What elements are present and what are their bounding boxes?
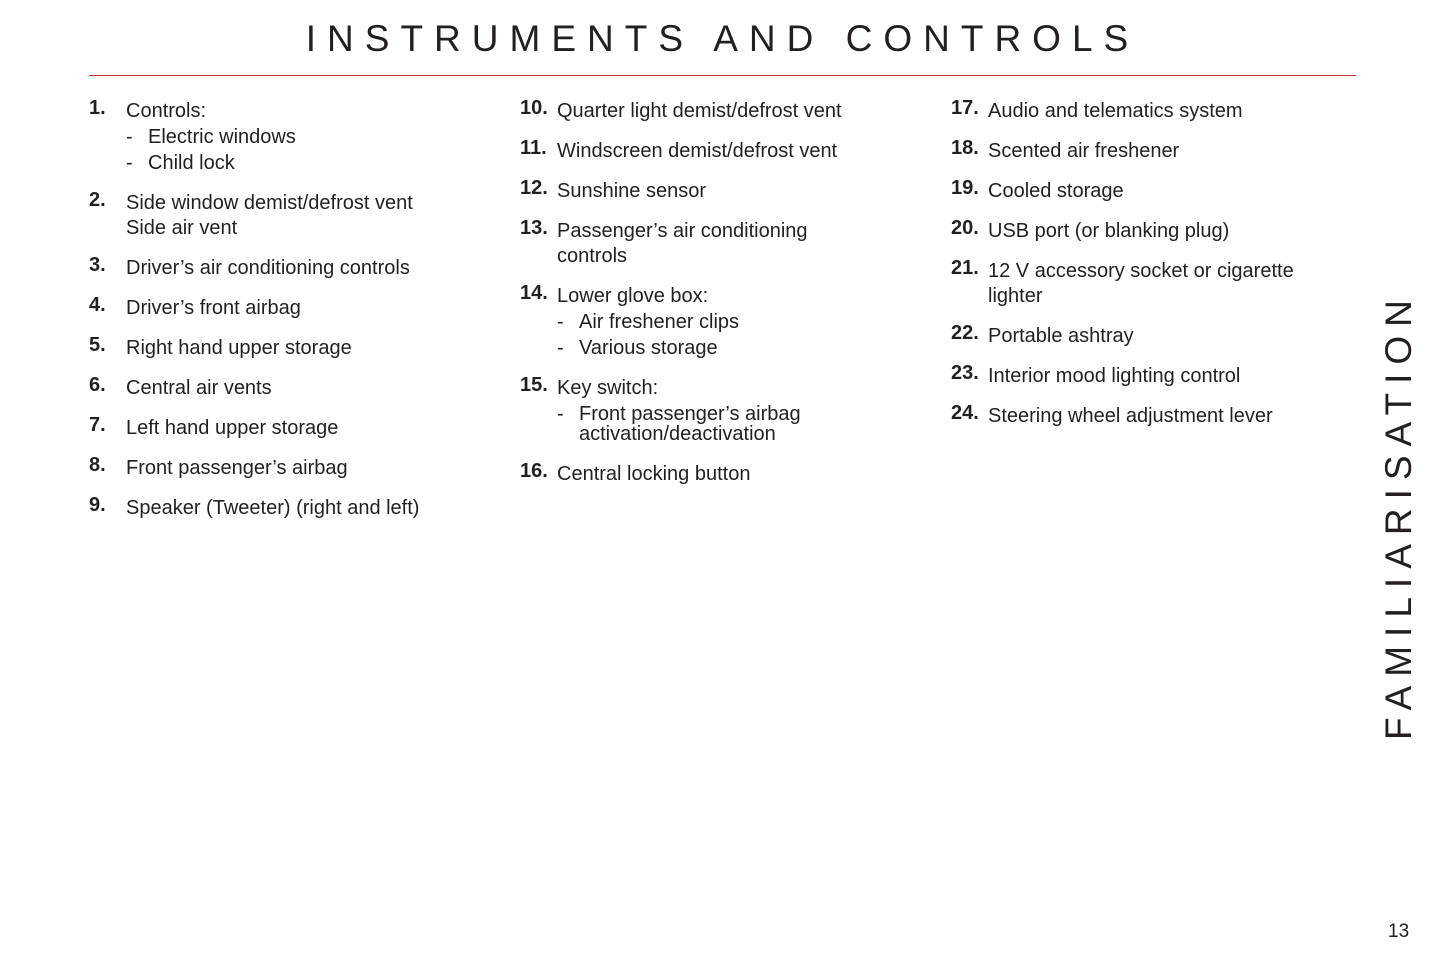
item-body bbox=[557, 283, 940, 358]
item-body bbox=[126, 295, 509, 318]
item-number: 20. bbox=[951, 217, 979, 239]
item-text: Cooled storage bbox=[988, 180, 1124, 202]
list-item bbox=[89, 375, 509, 398]
list-item bbox=[520, 461, 940, 484]
sub-item bbox=[557, 398, 940, 444]
item-number: 8. bbox=[89, 454, 106, 476]
item-body bbox=[126, 190, 509, 238]
item-number: 9. bbox=[89, 494, 106, 516]
sub-item-text: activation/deactivation bbox=[579, 423, 776, 445]
item-body bbox=[557, 218, 940, 266]
item-body bbox=[126, 495, 509, 518]
list-item bbox=[89, 415, 509, 438]
item-text: Central locking button bbox=[557, 463, 751, 485]
item-body bbox=[988, 218, 1361, 241]
list-item bbox=[951, 138, 1361, 161]
list-item bbox=[951, 323, 1361, 346]
item-text: Side air vent bbox=[126, 217, 238, 239]
item-text: USB port (or blanking plug) bbox=[988, 220, 1230, 242]
item-text: Right hand upper storage bbox=[126, 337, 352, 359]
list-item bbox=[520, 98, 940, 121]
item-text: Portable ashtray bbox=[988, 325, 1134, 347]
item-body bbox=[557, 461, 940, 484]
item-text: Side window demist/defrost vent bbox=[126, 192, 413, 214]
item-text: Passenger’s air conditioning bbox=[557, 220, 808, 242]
list-column-1 bbox=[89, 98, 509, 535]
item-number: 18. bbox=[951, 137, 979, 159]
item-text: Scented air freshener bbox=[988, 140, 1180, 162]
list-item bbox=[89, 295, 509, 318]
item-body bbox=[557, 178, 940, 201]
list-item bbox=[520, 283, 940, 358]
item-number: 11. bbox=[520, 137, 547, 159]
item-text: Driver’s air conditioning controls bbox=[126, 257, 410, 279]
dash-bullet: - bbox=[126, 152, 133, 174]
item-text: Lower glove box: bbox=[557, 285, 709, 307]
item-body bbox=[557, 138, 940, 161]
item-number: 13. bbox=[520, 217, 548, 239]
item-number: 15. bbox=[520, 374, 548, 396]
item-text: Front passenger’s airbag bbox=[126, 457, 348, 479]
list-item bbox=[520, 375, 940, 444]
item-text: Central air vents bbox=[126, 377, 272, 399]
item-number: 17. bbox=[951, 97, 979, 119]
item-body bbox=[988, 323, 1361, 346]
item-number: 10. bbox=[520, 97, 548, 119]
item-number: 4. bbox=[89, 294, 106, 316]
item-body bbox=[126, 415, 509, 438]
item-body bbox=[126, 335, 509, 358]
list-column-3 bbox=[951, 98, 1361, 443]
list-item bbox=[520, 178, 940, 201]
section-side-label: FAMILIARISATION bbox=[1378, 291, 1419, 740]
list-item bbox=[951, 403, 1361, 426]
item-text: Key switch: bbox=[557, 377, 659, 399]
list-item bbox=[89, 255, 509, 278]
item-number: 3. bbox=[89, 254, 106, 276]
item-body bbox=[988, 178, 1361, 201]
list-column-2 bbox=[520, 98, 940, 501]
sub-item bbox=[557, 306, 940, 332]
item-text: Left hand upper storage bbox=[126, 417, 339, 439]
list-item bbox=[951, 178, 1361, 201]
item-number: 14. bbox=[520, 282, 548, 304]
item-number: 5. bbox=[89, 334, 106, 356]
item-number: 19. bbox=[951, 177, 979, 199]
list-item bbox=[89, 455, 509, 478]
item-number: 1. bbox=[89, 97, 106, 119]
list-item bbox=[520, 138, 940, 161]
item-number: 23. bbox=[951, 362, 979, 384]
dash-bullet: - bbox=[557, 403, 564, 425]
list-item bbox=[951, 218, 1361, 241]
list-item bbox=[89, 98, 509, 173]
item-body bbox=[557, 98, 940, 121]
item-number: 24. bbox=[951, 402, 979, 424]
sub-item-text: Front passenger’s airbag bbox=[579, 403, 801, 425]
item-text: Windscreen demist/defrost vent bbox=[557, 140, 838, 162]
list-item bbox=[951, 258, 1361, 306]
item-number: 6. bbox=[89, 374, 106, 396]
item-body bbox=[988, 258, 1361, 306]
item-number: 16. bbox=[520, 460, 548, 482]
item-text: controls bbox=[557, 245, 628, 267]
item-text: Sunshine sensor bbox=[557, 180, 706, 202]
list-item bbox=[520, 218, 940, 266]
item-body bbox=[126, 98, 509, 173]
item-text: Driver’s front airbag bbox=[126, 297, 301, 319]
page-title: INSTRUMENTS AND CONTROLS bbox=[305, 18, 1140, 59]
sub-item-text: Child lock bbox=[148, 152, 235, 174]
sub-item-text: Various storage bbox=[579, 337, 718, 359]
sub-item bbox=[557, 332, 940, 358]
item-body bbox=[988, 403, 1361, 426]
item-number: 12. bbox=[520, 177, 548, 199]
item-text: lighter bbox=[988, 285, 1043, 307]
list-item bbox=[89, 335, 509, 358]
list-item bbox=[951, 98, 1361, 121]
page-number: 13 bbox=[1388, 921, 1410, 942]
list-item bbox=[89, 190, 509, 238]
item-body bbox=[126, 455, 509, 478]
sub-item bbox=[126, 121, 509, 147]
sub-item-text: Electric windows bbox=[148, 126, 296, 148]
list-item bbox=[951, 363, 1361, 386]
item-body bbox=[988, 363, 1361, 386]
title-divider bbox=[89, 75, 1356, 76]
item-number: 22. bbox=[951, 322, 979, 344]
item-body bbox=[557, 375, 940, 444]
dash-bullet: - bbox=[557, 337, 564, 359]
item-body bbox=[988, 138, 1361, 161]
item-text: Controls: bbox=[126, 100, 207, 122]
dash-bullet: - bbox=[557, 311, 564, 333]
dash-bullet: - bbox=[126, 126, 133, 148]
item-text: Speaker (Tweeter) (right and left) bbox=[126, 497, 420, 519]
item-text: Steering wheel adjustment lever bbox=[988, 405, 1273, 427]
sub-item bbox=[126, 147, 509, 173]
item-body bbox=[126, 375, 509, 398]
list-item bbox=[89, 495, 509, 518]
item-text: Quarter light demist/defrost vent bbox=[557, 100, 842, 122]
item-number: 7. bbox=[89, 414, 106, 436]
item-text: Audio and telematics system bbox=[988, 100, 1243, 122]
item-number: 2. bbox=[89, 189, 106, 211]
sub-item-text: Air freshener clips bbox=[579, 311, 740, 333]
item-text: 12 V accessory socket or cigarette bbox=[988, 260, 1294, 282]
item-body bbox=[126, 255, 509, 278]
item-number: 21. bbox=[951, 257, 979, 279]
item-body bbox=[988, 98, 1361, 121]
item-text: Interior mood lighting control bbox=[988, 365, 1241, 387]
